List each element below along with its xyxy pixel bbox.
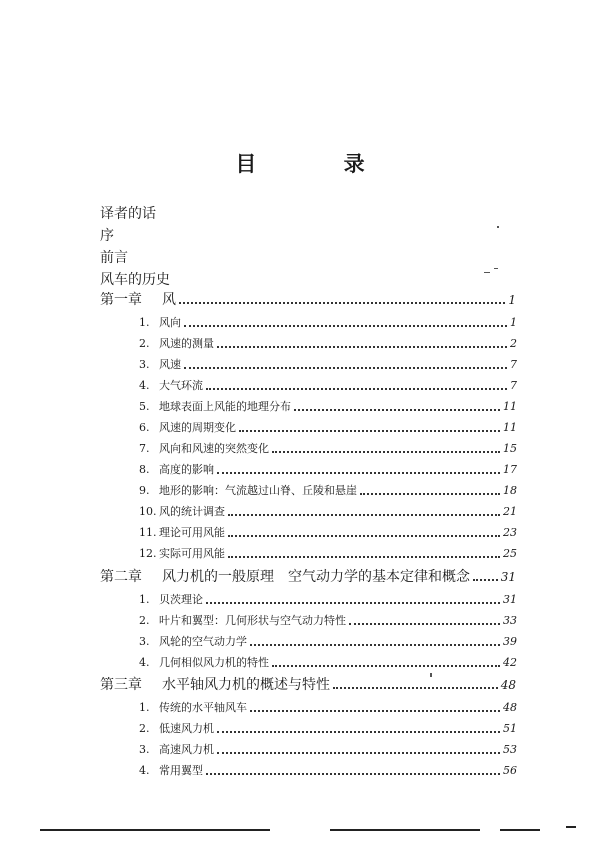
section-number: 1.	[139, 316, 150, 329]
toc-section-2-4	[139, 653, 517, 673]
chapter-title: 风力机的一般原理 空气动力学的基本定律和概念	[162, 569, 470, 585]
section-number: 12.	[139, 547, 157, 560]
section-page-number: 2	[510, 337, 517, 350]
chapter-title: 风	[162, 292, 176, 308]
section-page-number: 31	[503, 593, 517, 606]
toc-section-1-11	[139, 523, 517, 543]
toc-section-1-4	[139, 376, 517, 396]
section-title: 风向	[159, 316, 181, 329]
dot-leader	[217, 472, 500, 474]
dot-leader	[360, 493, 500, 495]
section-page-number: 18	[503, 484, 517, 497]
scan-speck	[484, 272, 490, 273]
dot-leader	[349, 623, 500, 625]
section-number: 4.	[139, 764, 150, 777]
front-matter-windmill-history: 风车的历史	[100, 272, 170, 288]
section-number: 1.	[139, 593, 150, 606]
section-number: 11.	[139, 526, 157, 539]
chapter-number: 第三章	[100, 677, 142, 693]
scan-speck	[497, 226, 499, 228]
section-title: 叶片和翼型：几何形状与空气动力特性	[159, 614, 346, 627]
toc-section-3-3	[139, 740, 517, 760]
section-number: 9.	[139, 484, 150, 497]
section-title: 风速的测量	[159, 337, 214, 350]
dot-leader	[179, 302, 505, 304]
section-number: 6.	[139, 421, 150, 434]
front-matter-preface: 序	[100, 228, 114, 244]
section-page-number: 7	[510, 379, 517, 392]
section-page-number: 17	[503, 463, 517, 476]
bottom-rule	[500, 829, 540, 831]
dot-leader	[228, 556, 500, 558]
section-title: 大气环流	[159, 379, 203, 392]
toc-section-2-2	[139, 611, 517, 631]
section-number: 3.	[139, 743, 150, 756]
section-page-number: 48	[503, 701, 517, 714]
toc-section-1-2	[139, 334, 517, 354]
dot-leader	[333, 687, 498, 689]
section-page-number: 39	[503, 635, 517, 648]
section-title: 理论可用风能	[159, 526, 225, 539]
scan-speck	[430, 673, 432, 677]
section-page-number: 1	[510, 316, 517, 329]
section-number: 4.	[139, 379, 150, 392]
dot-leader	[272, 665, 500, 667]
section-page-number: 56	[503, 764, 517, 777]
section-number: 1.	[139, 701, 150, 714]
toc-section-1-7	[139, 439, 517, 459]
section-page-number: 11	[503, 400, 517, 413]
section-page-number: 51	[503, 722, 517, 735]
section-title: 实际可用风能	[159, 547, 225, 560]
dot-leader	[473, 579, 498, 581]
dot-leader	[228, 535, 500, 537]
dot-leader	[184, 367, 507, 369]
toc-section-3-1	[139, 698, 517, 718]
bottom-rule	[566, 826, 576, 828]
dot-leader	[217, 731, 500, 733]
section-number: 7.	[139, 442, 150, 455]
section-page-number: 33	[503, 614, 517, 627]
section-title: 地形的影响：气流越过山脊、丘陵和悬崖	[159, 484, 357, 497]
section-page-number: 23	[503, 526, 517, 539]
bottom-rule	[40, 829, 270, 831]
chapter-title: 水平轴风力机的概述与特性	[162, 677, 330, 693]
toc-section-1-5	[139, 397, 517, 417]
section-title: 风的统计调查	[159, 505, 225, 518]
section-page-number: 53	[503, 743, 517, 756]
section-number: 3.	[139, 358, 150, 371]
section-page-number: 7	[510, 358, 517, 371]
chapter-number: 第二章	[100, 569, 142, 585]
chapter-page-number: 48	[500, 678, 516, 692]
toc-section-1-1	[139, 313, 517, 333]
dot-leader	[272, 451, 500, 453]
toc-section-2-1	[139, 590, 517, 610]
dot-leader	[239, 430, 500, 432]
section-number: 2.	[139, 337, 150, 350]
section-title: 风速	[159, 358, 181, 371]
toc-section-3-2	[139, 719, 517, 739]
dot-leader	[228, 514, 500, 516]
dot-leader	[184, 325, 507, 327]
section-title: 低速风力机	[159, 722, 214, 735]
section-title: 高度的影响	[159, 463, 214, 476]
section-title: 风向和风速的突然变化	[159, 442, 269, 455]
section-title: 地球表面上风能的地理分布	[159, 400, 291, 413]
toc-chapter-2	[100, 567, 516, 587]
dot-leader	[250, 710, 500, 712]
bottom-rule	[330, 829, 480, 831]
toc-section-2-3	[139, 632, 517, 652]
toc-chapter-1	[100, 290, 516, 310]
toc-section-1-8	[139, 460, 517, 480]
section-title: 风轮的空气动力学	[159, 635, 247, 648]
section-number: 8.	[139, 463, 150, 476]
section-title: 常用翼型	[159, 764, 203, 777]
section-page-number: 42	[503, 656, 517, 669]
section-title: 几何相似风力机的特性	[159, 656, 269, 669]
section-title: 风速的周期变化	[159, 421, 236, 434]
toc-section-1-10	[139, 502, 517, 522]
dot-leader	[206, 602, 500, 604]
section-number: 2.	[139, 614, 150, 627]
section-title: 高速风力机	[159, 743, 214, 756]
front-matter-translator-note: 译者的话	[100, 206, 156, 222]
toc-chapter-3	[100, 675, 516, 695]
section-number: 4.	[139, 656, 150, 669]
section-page-number: 15	[503, 442, 517, 455]
chapter-page-number: 1	[508, 293, 516, 307]
dot-leader	[206, 388, 507, 390]
front-matter-foreword: 前言	[100, 250, 128, 266]
section-title: 传统的水平轴风车	[159, 701, 247, 714]
section-page-number: 11	[503, 421, 517, 434]
section-number: 3.	[139, 635, 150, 648]
chapter-page-number: 31	[500, 570, 516, 584]
section-title: 贝茨理论	[159, 593, 203, 606]
section-number: 2.	[139, 722, 150, 735]
chapter-number: 第一章	[100, 292, 142, 308]
page-title: 目 录	[235, 151, 405, 176]
scan-speck	[494, 268, 498, 269]
toc-section-1-6	[139, 418, 517, 438]
toc-section-1-3	[139, 355, 517, 375]
dot-leader	[294, 409, 500, 411]
toc-section-1-12	[139, 544, 517, 564]
section-page-number: 25	[503, 547, 517, 560]
section-number: 10.	[139, 505, 157, 518]
dot-leader	[217, 346, 507, 348]
dot-leader	[206, 773, 500, 775]
section-page-number: 21	[503, 505, 517, 518]
section-number: 5.	[139, 400, 150, 413]
toc-section-3-4	[139, 761, 517, 781]
toc-section-1-9	[139, 481, 517, 501]
dot-leader	[250, 644, 500, 646]
dot-leader	[217, 752, 500, 754]
